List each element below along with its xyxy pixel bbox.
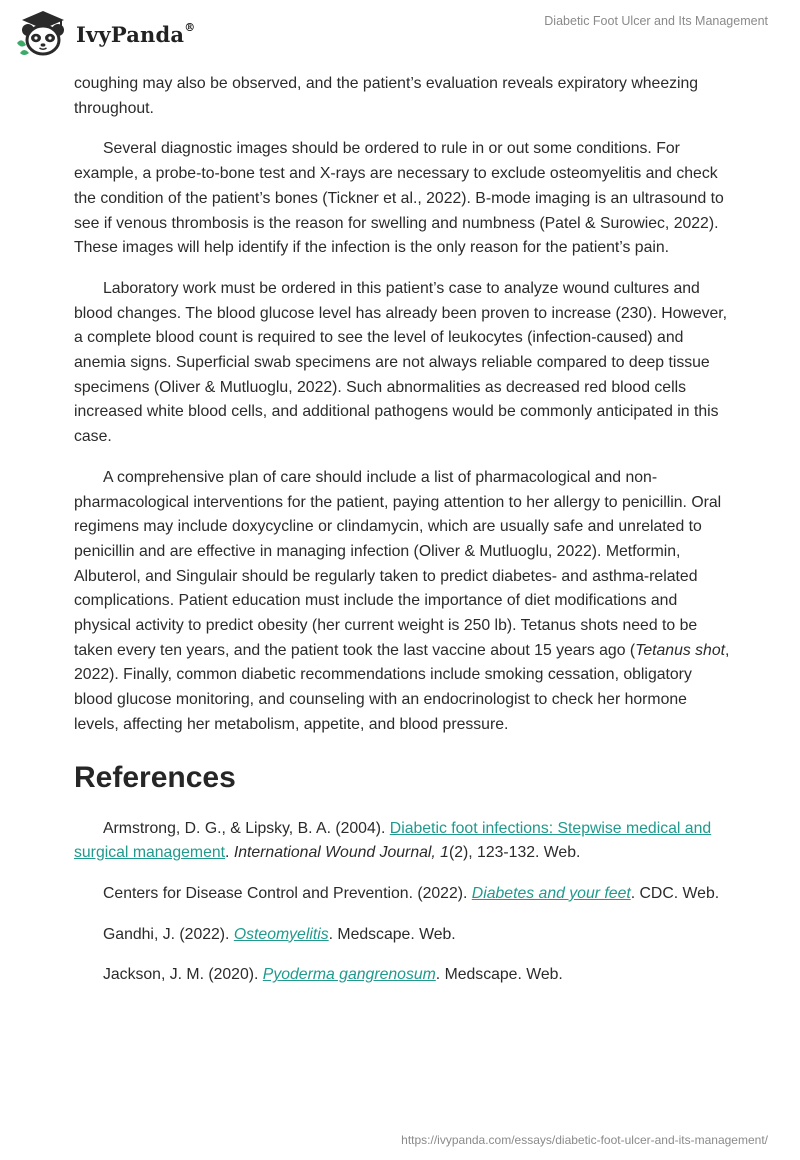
reference-journal: International Wound Journal, 1	[233, 844, 449, 862]
reference-link[interactable]: Pyoderma gangrenosum	[262, 966, 436, 984]
reference-authors: Armstrong, D. G., & Lipsky, B. A. (2004).	[103, 819, 390, 837]
ivypanda-logo[interactable]	[14, 8, 195, 60]
plan-of-care-text-b: , 2022). Finally, common diabetic recommendations include smoking cessation, obligatory blood glucose monitoring, and counseling with an endocrinologist to check her hormone levels, affecting her metabolism, appetite, and blood pressure.	[74, 641, 730, 733]
reference-tail: . Medscape. Web.	[435, 966, 563, 984]
registered-mark: ®	[184, 20, 196, 34]
reference-authors: Gandhi, J. (2022).	[103, 925, 234, 943]
reference-authors: Jackson, J. M. (2020).	[103, 966, 263, 984]
reference-separator: .	[225, 844, 234, 862]
plan-of-care-italic-title: Tetanus shot	[635, 641, 726, 659]
paragraph-diagnostic-images: Several diagnostic images should be ordered to rule in or out some conditions. For example, a probe-to-bone test and X-rays are necessary to exclude osteomyelitis and check the condition of the patient’s bones (Tickner et al., 2022). B-mode imaging is an ultrasound to see if venous thrombosis is the reason for swelling and numbness (Patel & Surowiec, 2022). These images will help identify if the infection is the only reason for the patient’s pain.	[74, 140, 724, 257]
references-list	[74, 817, 730, 989]
paragraph-continued: coughing may also be observed, and the patient’s evaluation reveals expiratory wheezing throughout.	[74, 75, 699, 117]
reference-authors: Centers for Disease Control and Prevention. (2022).	[103, 884, 472, 902]
reference-link[interactable]: Diabetic foot infections: Stepwise medical and surgical management	[74, 819, 712, 862]
panda-graduate-icon	[14, 9, 72, 59]
plan-of-care-text-a: A comprehensive plan of care should include a list of pharmacological and non-pharmacological interventions for the patient, paying attention to her allergy to penicillin. Oral regimens may include doxycycline or clindamycin, which are usually safe and unrelated to penicillin and are effective in managing infection (Oliver & Mutluoglu, 2022). Metformin, Albuterol, and Singulair should be regularly taken to predict diabetes- and asthma-related complications. Patient education must include the importance of diet modifications and physical activity to predict obesity (her current weight is 250 lb). Tetanus shots need to be taken every ten years, and the patient took the last vaccine about 15 years ago (	[74, 468, 722, 659]
reference-tail: (2), 123-132. Web.	[448, 844, 581, 862]
brand-name	[76, 22, 195, 47]
footer-url[interactable]: https://ivypanda.com/essays/diabetic-foot-ulcer-and-its-management/	[401, 1133, 768, 1147]
reference-item	[74, 963, 730, 988]
reference-link[interactable]: Diabetes and your feet	[471, 884, 631, 902]
page-header	[0, 0, 800, 66]
brand-text: IvyPanda	[76, 21, 185, 47]
essay-content	[74, 72, 730, 988]
paragraph-plan-of-care	[74, 466, 730, 738]
reference-tail: . Medscape. Web.	[328, 925, 456, 943]
reference-item	[74, 923, 730, 948]
paragraph-laboratory-work: Laboratory work must be ordered in this patient’s case to analyze wound cultures and blood changes. The blood glucose level has already been proven to increase (230). However, a complete blood count is required to see the level of leukocytes (infection-caused) and anemia signs. Superficial swab specimens are not always reliable compared to deep tissue specimens (Oliver & Mutluoglu, 2022). Such abnormalities as decreased red blood cells increased white blood cells, and additional pathogens would be commonly anticipated in this case.	[74, 279, 728, 446]
reference-link[interactable]: Osteomyelitis	[233, 925, 329, 943]
references-heading: References	[74, 760, 236, 794]
document-title: Diabetic Foot Ulcer and Its Management	[544, 14, 768, 28]
reference-item	[74, 882, 730, 907]
reference-item	[74, 817, 730, 866]
reference-tail: . CDC. Web.	[630, 884, 720, 902]
